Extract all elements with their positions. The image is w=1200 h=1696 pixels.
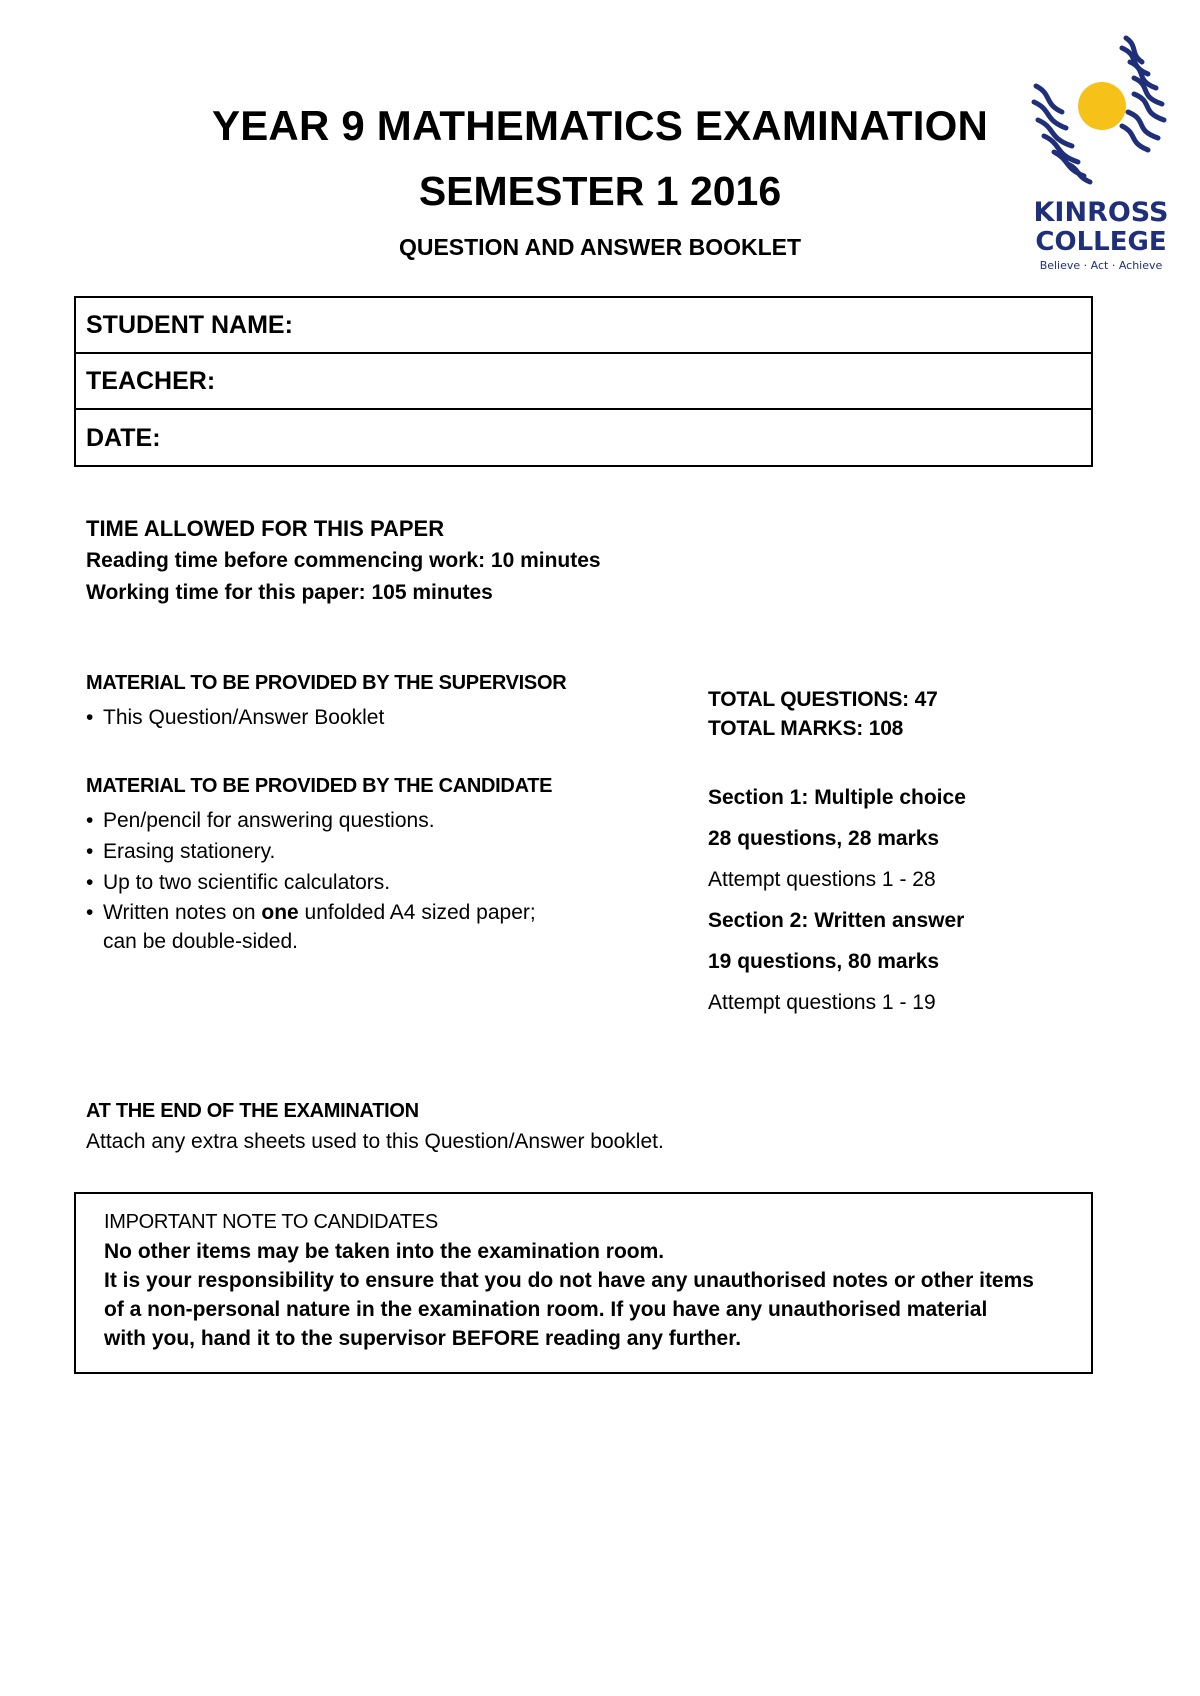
exam-summary	[708, 688, 966, 1023]
section-2-attempt: Attempt questions 1 - 19	[708, 991, 936, 1014]
working-time: Working time for this paper: 105 minutes	[86, 581, 493, 604]
candidate-material-item-text: Erasing stationery.	[103, 840, 276, 863]
candidate-material-section	[86, 775, 552, 956]
date-field[interactable]	[76, 410, 1091, 466]
total-marks: TOTAL MARKS: 108	[708, 717, 904, 740]
important-note-line: with you, hand it to the supervisor BEFORE reading any further.	[104, 1327, 742, 1350]
candidate-material-item	[86, 867, 552, 898]
time-allowed-heading: TIME ALLOWED FOR THIS PAPER	[86, 516, 445, 541]
exam-title: YEAR 9 MATHEMATICS EXAMINATION	[211, 102, 988, 149]
supervisor-material-item	[86, 702, 566, 733]
logo-name-line2: COLLEGE	[1035, 227, 1167, 257]
section-2-detail: 19 questions, 80 marks	[708, 950, 940, 973]
student-name-label: STUDENT NAME:	[86, 310, 293, 339]
supervisor-material-section	[86, 672, 566, 733]
teacher-field[interactable]	[76, 354, 1091, 410]
student-name-field[interactable]	[76, 298, 1091, 354]
logo-emblem-icon	[1030, 32, 1172, 277]
booklet-label: QUESTION AND ANSWER BOOKLET	[398, 234, 802, 260]
end-exam-text: Attach any extra sheets used to this Question/Answer booklet.	[86, 1130, 664, 1153]
important-note-line: of a non-personal nature in the examination room. If you have any unauthorised material	[104, 1298, 988, 1321]
teacher-label: TEACHER:	[86, 366, 216, 395]
reading-time: Reading time before commencing work: 10 minutes	[86, 549, 601, 572]
end-exam-section	[86, 1100, 664, 1154]
important-note-line: It is your responsibility to ensure that you do not have any unauthorised notes or other items	[104, 1269, 1034, 1292]
important-note-heading: IMPORTANT NOTE TO CANDIDATES	[104, 1211, 438, 1233]
time-allowed-section	[86, 516, 601, 613]
candidate-material-item	[86, 805, 552, 836]
notes-item-emphasis: one	[261, 901, 299, 924]
important-note-box	[74, 1192, 1093, 1374]
notes-item-post: unfolded A4 sized paper;	[298, 901, 536, 924]
candidate-material-item-text: Up to two scientific calculators.	[103, 871, 391, 894]
logo-name-line1: KINROSS	[1033, 197, 1169, 228]
section-1-detail: 28 questions, 28 marks	[708, 827, 940, 850]
section-2-title: Section 2: Written answer	[708, 909, 965, 932]
notes-item-line2: can be double-sided.	[103, 930, 298, 953]
candidate-material-item	[86, 836, 552, 867]
supervisor-material-heading: MATERIAL TO BE PROVIDED BY THE SUPERVISOR	[86, 672, 567, 694]
candidate-material-item-notes	[86, 898, 552, 956]
date-label: DATE:	[86, 423, 161, 452]
section-1-title: Section 1: Multiple choice	[708, 786, 966, 809]
supervisor-material-item-text: This Question/Answer Booklet	[103, 706, 385, 729]
kinross-college-logo	[1030, 32, 1172, 277]
exam-semester: SEMESTER 1 2016	[418, 168, 782, 214]
student-details-box	[74, 296, 1093, 467]
important-note-line: No other items may be taken into the examination room.	[104, 1240, 665, 1263]
section-1-attempt: Attempt questions 1 - 28	[708, 868, 936, 891]
end-exam-heading: AT THE END OF THE EXAMINATION	[86, 1100, 419, 1122]
candidate-material-heading: MATERIAL TO BE PROVIDED BY THE CANDIDATE	[86, 775, 553, 797]
candidate-material-item-text: Pen/pencil for answering questions.	[103, 809, 435, 832]
total-questions: TOTAL QUESTIONS: 47	[708, 688, 938, 711]
notes-item-pre: Written notes on	[103, 901, 262, 924]
logo-tagline: Believe · Act · Achieve	[1039, 259, 1163, 272]
